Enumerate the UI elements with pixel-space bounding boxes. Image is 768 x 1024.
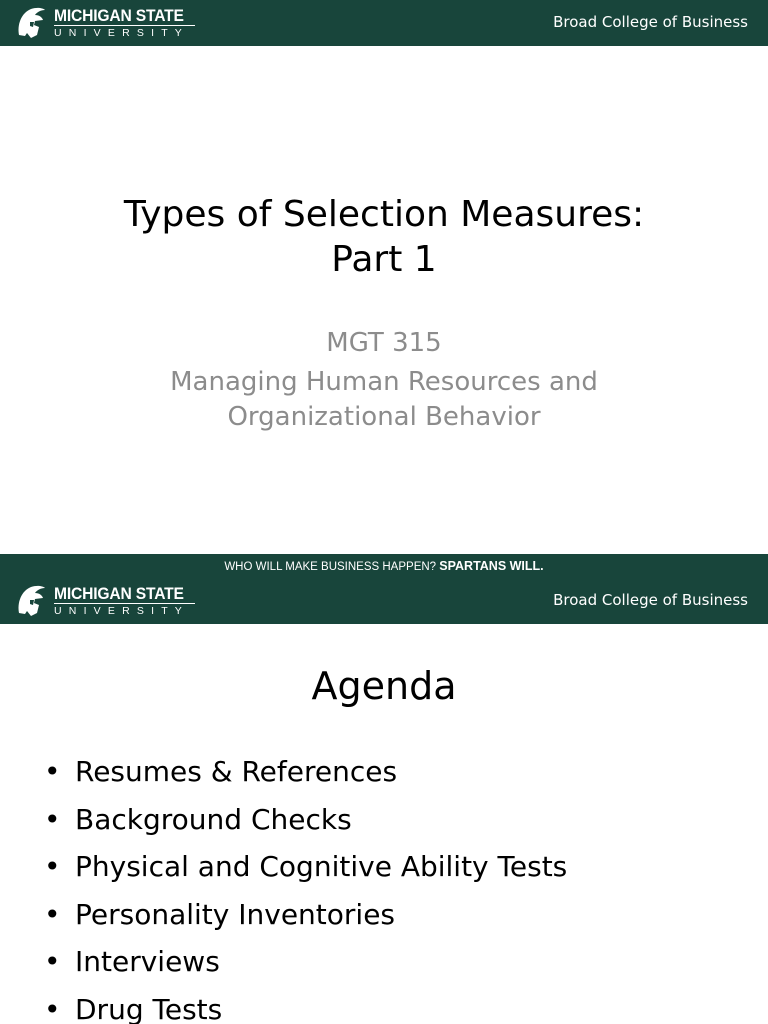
agenda-item-text: Physical and Cognitive Ability Tests <box>75 850 568 883</box>
agenda-list <box>44 748 567 1024</box>
bullet: • <box>44 945 61 978</box>
bullet: • <box>44 755 61 788</box>
agenda-item <box>44 748 567 796</box>
bullet: • <box>44 802 61 836</box>
header-bar <box>0 0 768 46</box>
agenda-item <box>44 796 567 844</box>
logo-wordmark <box>54 585 195 618</box>
logo-line1: MICHIGAN STATE <box>54 5 184 25</box>
logo-wordmark <box>54 7 195 40</box>
msu-logo <box>15 5 195 41</box>
logo-line2: UNIVERSITY <box>54 603 195 618</box>
agenda-item-text: Interviews <box>75 945 220 978</box>
tagline-bold: SPARTANS WILL. <box>439 559 544 573</box>
slide-subtitle <box>0 326 768 435</box>
course-name-line1: Managing Human Resources and <box>170 367 598 397</box>
title-line2: Part 1 <box>331 239 437 280</box>
agenda-item <box>44 843 567 891</box>
logo-line2: UNIVERSITY <box>54 25 195 40</box>
course-code: MGT 315 <box>326 328 442 358</box>
agenda-item-text: Personality Inventories <box>75 897 396 931</box>
footer-tagline <box>0 554 768 578</box>
agenda-item <box>44 891 567 939</box>
college-name: Broad College of Business <box>553 13 748 31</box>
agenda-item-text: Drug Tests <box>75 992 223 1024</box>
agenda-title: Agenda <box>311 664 457 708</box>
agenda-item-text: Resumes & References <box>75 755 398 788</box>
bullet: • <box>44 992 61 1024</box>
header-bar <box>0 578 768 624</box>
bullet: • <box>44 897 61 931</box>
slide-title <box>0 192 768 282</box>
agenda-item <box>44 986 567 1024</box>
logo-line1: MICHIGAN STATE <box>54 583 184 603</box>
bullet: • <box>44 850 61 883</box>
title-line1: Types of Selection Measures: <box>123 194 645 235</box>
msu-logo <box>15 583 195 619</box>
spartan-helmet-icon <box>15 5 47 41</box>
agenda-item <box>44 938 567 986</box>
agenda-item-text: Background Checks <box>75 802 352 836</box>
course-name-line2: Organizational Behavior <box>227 402 541 432</box>
agenda-slide <box>0 578 768 1024</box>
spartan-helmet-icon <box>15 583 47 619</box>
tagline-regular: WHO WILL MAKE BUSINESS HAPPEN? <box>224 561 440 573</box>
college-name: Broad College of Business <box>553 591 748 609</box>
